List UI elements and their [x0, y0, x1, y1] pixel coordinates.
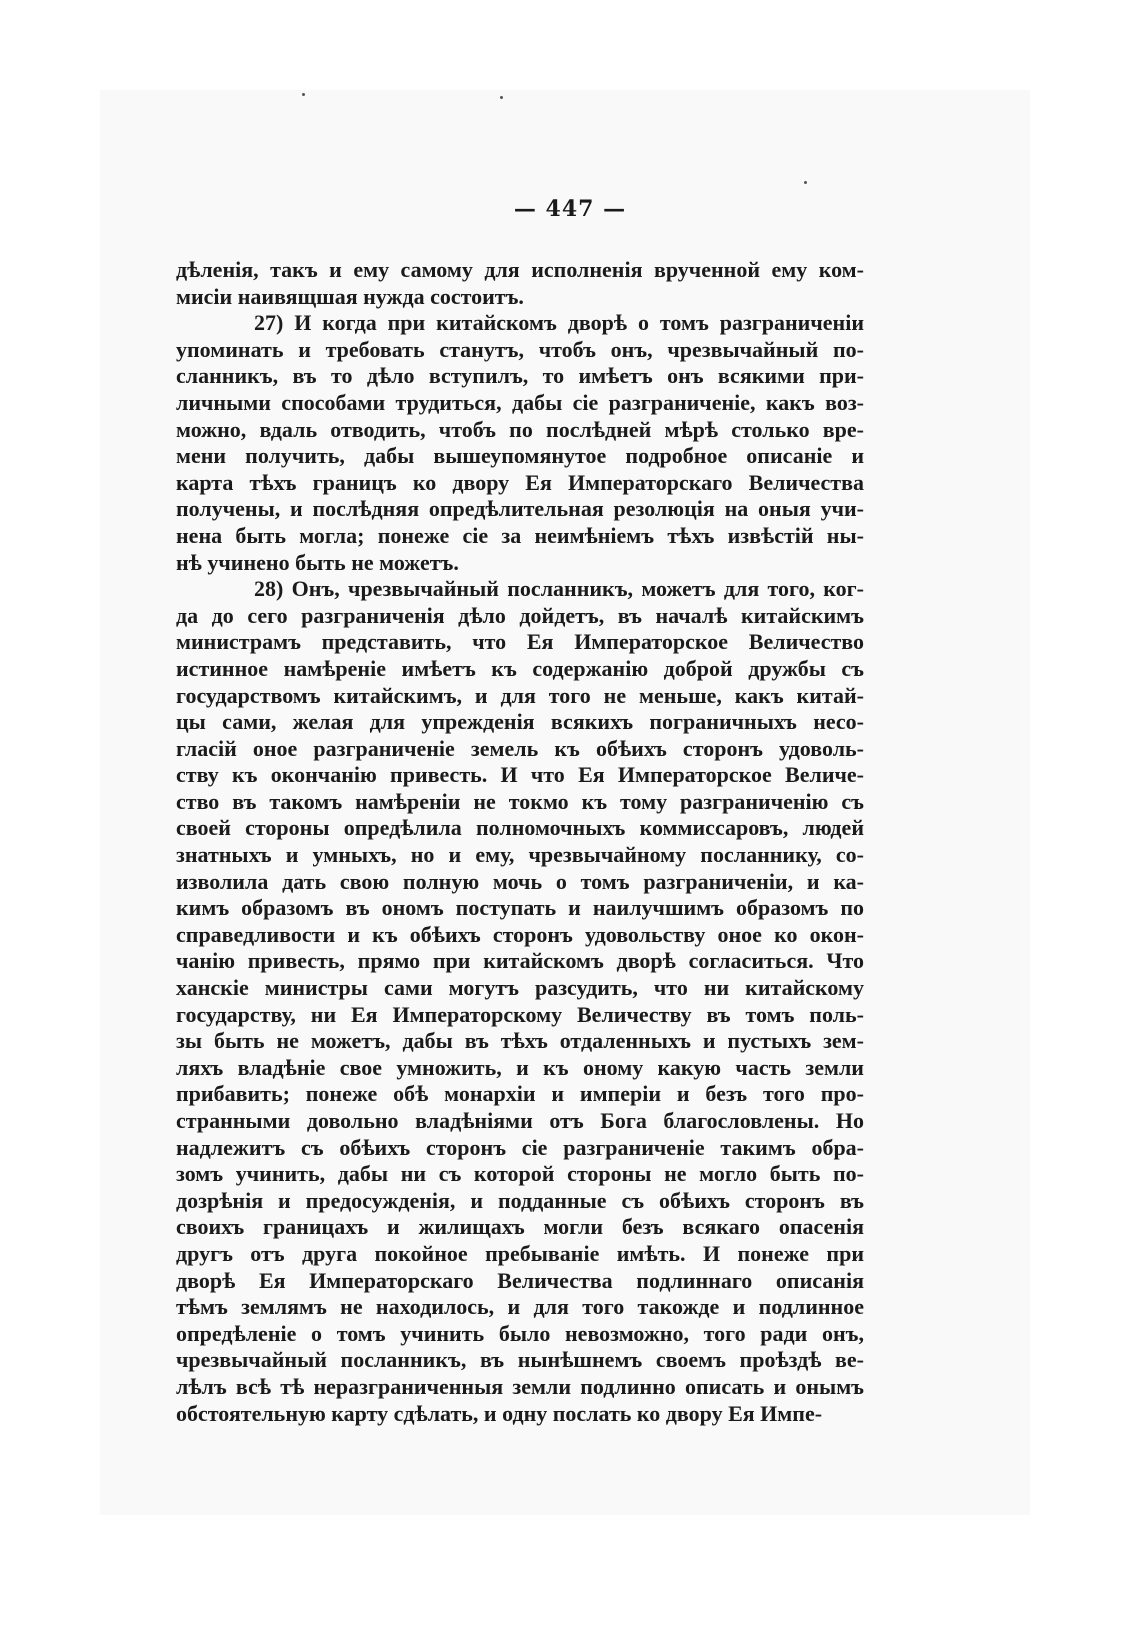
text-line: получены, и послѣдняя опредѣлительная резолюція на оныя учи-: [176, 496, 864, 522]
body-text: [176, 257, 864, 1427]
text-line: 28) Онъ, чрезвычайный посланникъ, можетъ для того, ког-: [254, 576, 864, 602]
text-line: ству къ окончанію привесть. И что Ея Императорское Величе-: [176, 762, 864, 788]
text-line: своихъ границахъ и жилищахъ могли безъ всякаго опасенія: [176, 1214, 864, 1240]
text-line: государствомъ китайскимъ, и для того не меньше, какъ китай-: [176, 682, 864, 708]
scan-speck: [804, 181, 807, 184]
text-line: ляхъ владѣніе свое умножить, и къ оному какую часть земли: [176, 1054, 864, 1080]
text-line: мисіи наивящшая нужда состоитъ.: [176, 283, 524, 309]
text-line: министрамъ представить, что Ея Императорское Величество: [176, 629, 864, 655]
text-line: нена быть могла; понеже сіе за неимѣніемъ тѣхъ извѣстій ны-: [176, 522, 864, 548]
text-line: чрезвычайный посланникъ, въ нынѣшнемъ своемъ проѣздѣ ве-: [176, 1347, 864, 1373]
text-line: упоминать и требовать станутъ, чтобъ онъ, чрезвычайный по-: [176, 336, 864, 362]
text-line: ханскіе министры сами могутъ разсудить, что ни китайскому: [176, 975, 864, 1001]
text-line: прибавить; понеже обѣ монархіи и имперіи и безъ того про-: [176, 1081, 864, 1107]
text-line: да до сего разграниченія дѣло дойдетъ, въ началѣ китайскимъ: [176, 602, 864, 628]
text-line: зы быть не можетъ, дабы въ тѣхъ отдаленныхъ и пустыхъ зем-: [176, 1028, 864, 1054]
text-line: опредѣленіе о томъ учинить было невозможно, того ради онъ,: [176, 1320, 864, 1346]
text-line: истинное намѣреніе имѣетъ къ содержанію доброй дружбы съ: [176, 655, 864, 681]
text-line: справедливости и къ обѣихъ сторонъ удовольству оное ко окон-: [176, 921, 864, 947]
text-line: чанію привесть, прямо при китайскомъ дворѣ согласиться. Что: [176, 948, 864, 974]
text-line: знатныхъ и умныхъ, но и ему, чрезвычайному посланнику, со-: [176, 842, 864, 868]
text-line: ство въ такомъ намѣреніи не токмо къ тому разграниченію съ: [176, 788, 864, 814]
paragraph: [176, 257, 864, 310]
text-line: личными способами трудиться, дабы сіе разграниченіе, какъ воз-: [176, 389, 864, 415]
text-line: изволила дать свою полную мочь о томъ разграниченіи, и ка-: [176, 868, 864, 894]
text-line: гласій оное разграниченіе земель къ обѣихъ сторонъ удоволь-: [176, 735, 864, 761]
text-line: своей стороны опредѣлила полномочныхъ коммиссаровъ, людей: [176, 815, 864, 841]
text-line: обстоятельную карту сдѣлать, и одну послать ко двору Ея Импе-: [176, 1400, 823, 1426]
scan-speck: [302, 93, 305, 96]
text-line: можно, вдаль отводить, чтобъ по послѣдней мѣрѣ столько вре-: [176, 416, 864, 442]
paragraph: [176, 576, 864, 1427]
text-line: сланникъ, въ то дѣло вступилъ, то имѣетъ онъ всякими при-: [176, 363, 864, 389]
text-line: государству, ни Ея Императорскому Величеству въ томъ поль-: [176, 1001, 864, 1027]
text-line: дозрѣнія и предосужденія, и подданные съ обѣихъ сторонъ въ: [176, 1187, 864, 1213]
text-line: кимъ образомъ въ ономъ поступать и наилучшимъ образомъ по: [176, 895, 864, 921]
text-line: лѣлъ всѣ тѣ неразграниченныя земли подлинно описать и онымъ: [176, 1373, 864, 1399]
page-number: — 447 —: [513, 196, 627, 222]
text-line: мени получить, дабы вышеупомянутое подробное описаніе и: [176, 443, 864, 469]
text-line: зомъ учинить, дабы ни съ которой стороны не могло быть по-: [176, 1161, 864, 1187]
paragraph: [176, 310, 864, 576]
text-line: дворѣ Ея Императорскаго Величества подлиннаго описанія: [176, 1267, 864, 1293]
text-line: тѣмъ землямъ не находилось, и для того такожде и подлинное: [176, 1294, 864, 1320]
text-line: нѣ учинено быть не можетъ.: [176, 549, 459, 575]
text-line: другъ отъ друга покойное пребываніе имѣть. И понеже при: [176, 1240, 864, 1266]
text-line: надлежитъ съ обѣихъ сторонъ сіе разграниченіе такимъ обра-: [176, 1134, 864, 1160]
text-line: цы сами, желая для упрежденія всякихъ пограничныхъ несо-: [176, 709, 864, 735]
text-line: дѣленія, такъ и ему самому для исполненія врученной ему ком-: [176, 257, 864, 282]
scan-speck: [500, 96, 503, 99]
text-line: 27) И когда при китайскомъ дворѣ о томъ разграниченіи: [254, 310, 864, 336]
text-line: карта тѣхъ границъ ко двору Ея Императорскаго Величества: [176, 469, 864, 495]
text-line: странными довольно владѣніями отъ Бога благословлены. Но: [176, 1108, 864, 1133]
